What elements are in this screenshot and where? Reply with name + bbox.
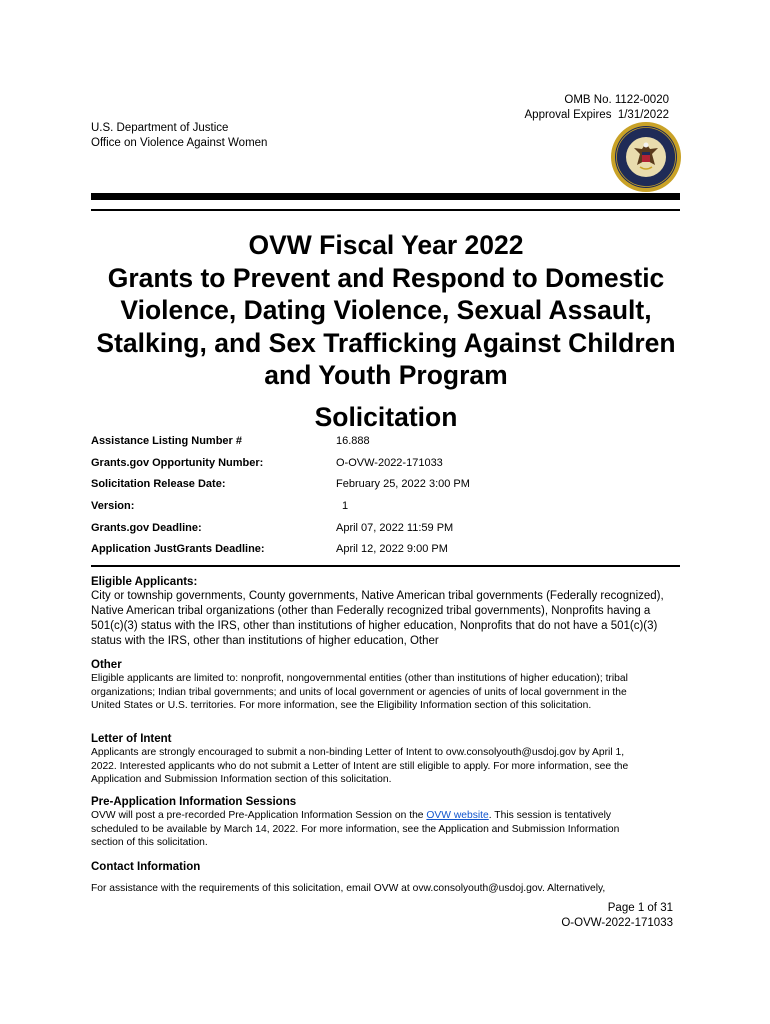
paragraph-line: Applicants are strongly encouraged to submit a non-binding Letter of Intent to ovw.consolyouth@usdoj.gov by April 1, (91, 747, 625, 758)
section-heading: Other (91, 659, 122, 671)
document-subtitle: Solicitation (314, 402, 458, 432)
eligible-applicants-section (91, 575, 681, 649)
department-name: U.S. Department of Justice (91, 122, 229, 134)
letter-of-intent-section (91, 732, 681, 787)
paragraph-line: United States or U.S. territories. For more information, see the Eligibility Information section of this solicitation. (91, 700, 592, 711)
info-row (91, 518, 681, 540)
info-row (91, 496, 681, 518)
approval-expires: Approval Expires 1/31/2022 (524, 108, 669, 121)
omb-block (525, 93, 669, 122)
other-section (91, 658, 681, 713)
text-segment: OVW will post a pre-recorded Pre-Application Information Session on the (91, 810, 427, 821)
info-value: February 25, 2022 3:00 PM (336, 478, 470, 491)
footer-opportunity-number: O-OVW-2022-171033 (561, 917, 673, 929)
section-heading: Letter of Intent (91, 733, 172, 745)
contact-section (91, 860, 681, 896)
section-heading: Pre-Application Information Sessions (91, 796, 297, 808)
paragraph-line: City or township governments, County governments, Native American tribal governments (Federally recognized), (91, 590, 664, 602)
page-number: Page 1 of 31 (607, 902, 673, 914)
paragraph-line: organizations; Indian tribal governments; and units of local government or agencies of units of local government in the (91, 686, 627, 698)
info-label: Grants.gov Deadline: (91, 521, 202, 534)
paragraph-line: Eligible applicants are limited to: nonprofit, nongovernmental entities (other than institutions of higher education); tribal (91, 673, 628, 684)
title-line: and Youth Program (264, 360, 508, 390)
paragraph-line: For assistance with the requirements of this solicitation, email OVW at ovw.consolyouth@usdoj.gov. Alternatively, (91, 883, 606, 894)
paragraph-line: 501(c)(3) status with the IRS, other than institutions of higher education, Nonprofits that do not have a 501(c)(3) (91, 620, 658, 632)
paragraph-line: section of this solicitation. (91, 837, 208, 848)
solicitation-info-table (91, 431, 681, 561)
section-heading: Eligible Applicants: (91, 576, 198, 588)
page-footer (561, 901, 673, 931)
info-value: O-OVW-2022-171033 (336, 456, 443, 469)
info-row (91, 474, 681, 496)
pre-application-section (91, 795, 681, 850)
title-line: OVW Fiscal Year 2022 (248, 230, 524, 260)
info-row (91, 539, 681, 561)
info-row (91, 431, 681, 453)
info-value: April 12, 2022 9:00 PM (336, 543, 448, 556)
header-thick-rule (91, 193, 680, 200)
paragraph-line: status with the IRS, other than institutions of higher education, Other (91, 635, 439, 647)
info-row (91, 453, 681, 475)
title-line: Stalking, and Sex Trafficking Against Children (96, 327, 676, 358)
info-value: 16.888 (336, 435, 370, 447)
doj-seal-icon (610, 121, 682, 193)
text-segment: . This session is tentatively (488, 810, 612, 821)
ovw-website-link[interactable]: OVW website (426, 810, 489, 821)
section-heading: Contact Information (91, 861, 201, 873)
info-table-rule (91, 565, 680, 567)
office-name: Office on Violence Against Women (91, 136, 268, 149)
info-value: April 07, 2022 11:59 PM (336, 521, 454, 534)
omb-number: OMB No. 1122-0020 (564, 94, 669, 106)
agency-block (91, 121, 267, 150)
info-label: Version: (91, 500, 135, 513)
paragraph-line: Application and Submission Information section of this solicitation. (91, 774, 392, 785)
paragraph-line: Native American tribal organizations (other than Federally recognized tribal governments), Nonprofits having a (91, 605, 651, 617)
paragraph-line: scheduled to be available by March 14, 2022. For more information, see the Application and Submission Information (91, 823, 620, 835)
paragraph-line (91, 809, 681, 823)
title-line: Grants to Prevent and Respond to Domestic (107, 262, 665, 293)
title-line: Violence, Dating Violence, Sexual Assault, (120, 295, 652, 325)
info-value: 1 (342, 500, 349, 513)
header-thin-rule (91, 209, 680, 211)
info-label: Solicitation Release Date: (91, 478, 226, 491)
info-label: Grants.gov Opportunity Number: (91, 456, 264, 469)
info-label: Application JustGrants Deadline: (91, 543, 265, 556)
document-title (80, 229, 692, 392)
info-label: Assistance Listing Number # (91, 435, 242, 447)
paragraph-line: 2022. Interested applicants who do not submit a Letter of Intent are still eligible to apply. For more information, see the (91, 760, 629, 772)
